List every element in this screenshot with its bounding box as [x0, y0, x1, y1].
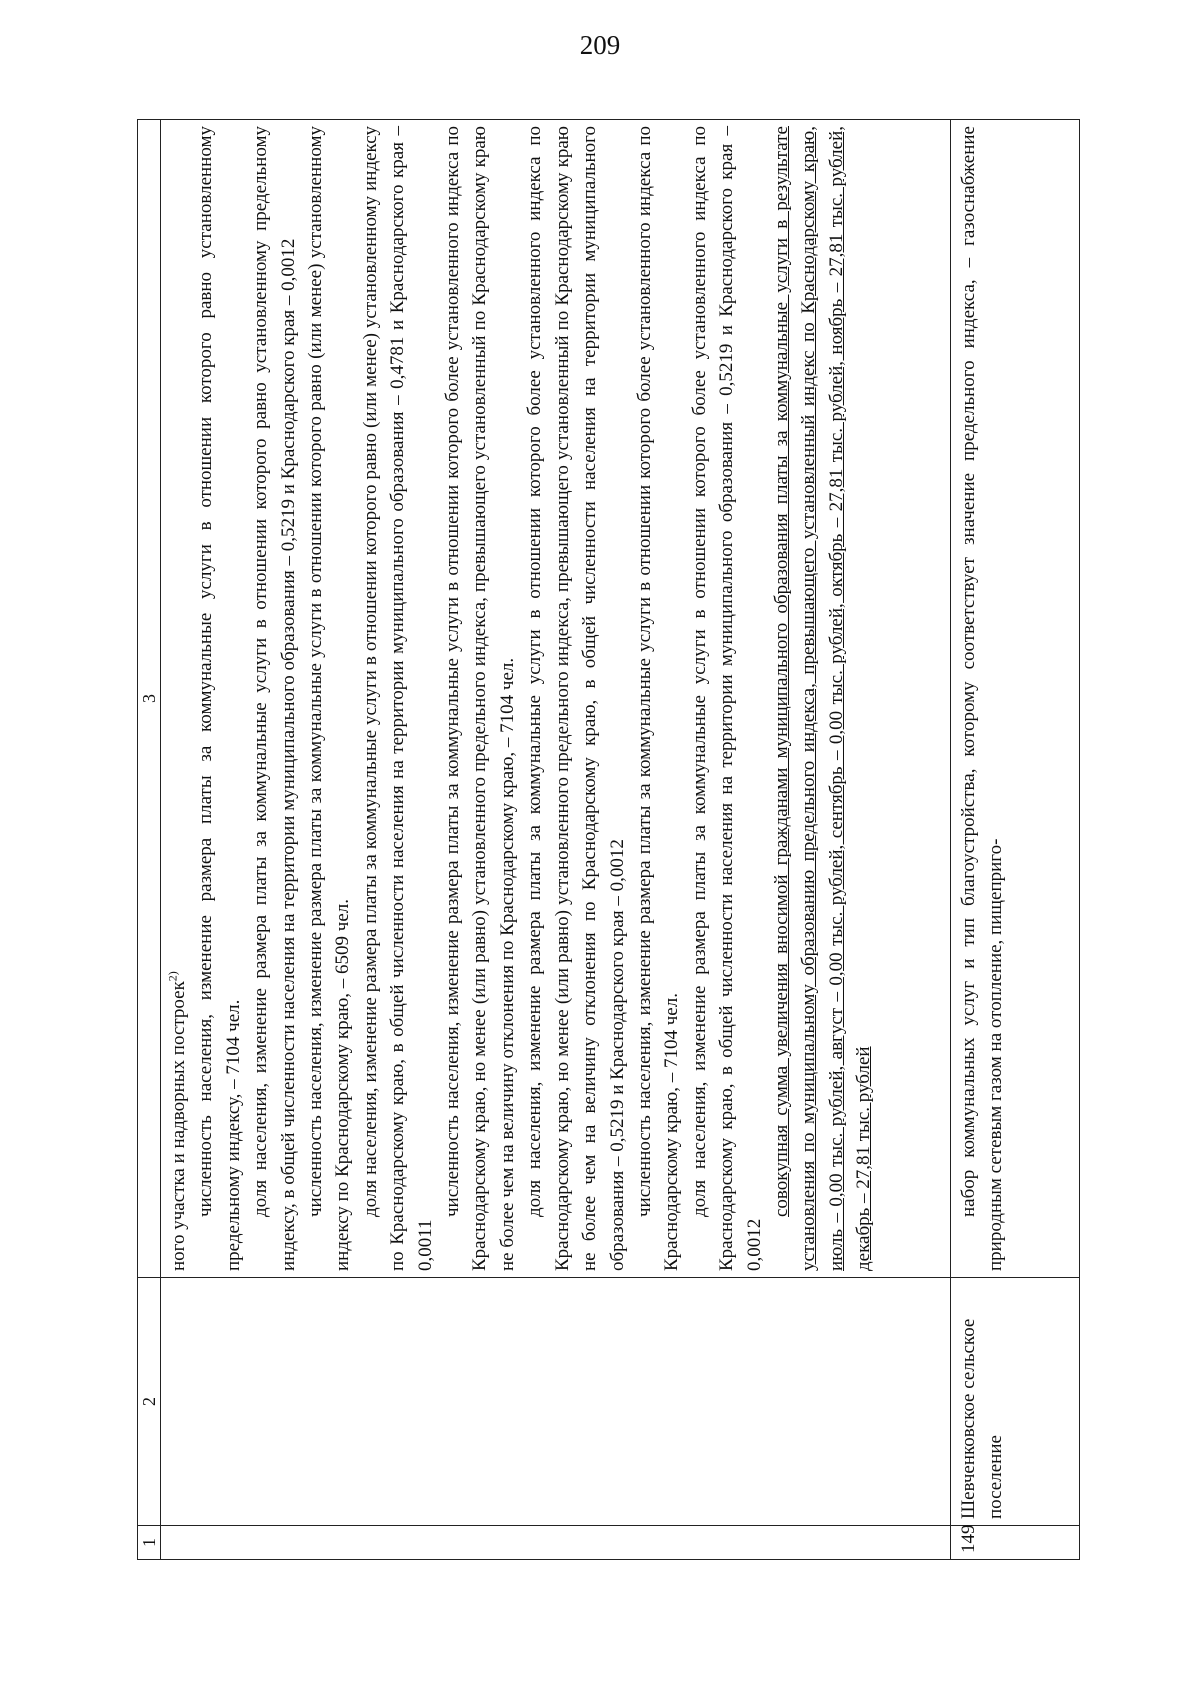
- header-col-2: 2: [138, 1278, 161, 1526]
- text-line: доля населения, изменение размера платы за коммунальные услуги в отношении которого более установленного индекса по Краснодарскому краю, но менее (или равно) установленного предельного индекса, превышающего установленный по Краснодарскому краю не более чем на величину отклонения по Краснодарскому краю, в общей численности населения на территории муниципального образования – 0,5219 и Краснодарского края – 0,0012: [524, 126, 628, 1271]
- text-line: доля населения, изменение размера платы за коммунальные услуги в отношении которого равно установленному предельному индексу, в общей численности населения на территории муниципального образования – 0,5219 и Краснодарского края – 0,0012: [250, 126, 299, 1271]
- header-col-1: 1: [138, 1526, 161, 1560]
- text-line: численность населения, изменение размера платы за коммунальные услуги в отношении которого равно (или менее) установленному индексу по Краснодарскому краю, – 6509 чел.: [305, 126, 354, 1271]
- page-number: 209: [579, 30, 621, 60]
- continuation-text-cell: [161, 120, 951, 1278]
- text-line: ного участка и надворных построек$^{2)}$: [165, 971, 190, 1271]
- settlement-name: Шевченковское сельское поселение: [950, 1278, 1079, 1526]
- table-header-row: [138, 120, 161, 1560]
- row-number: 149: [950, 1526, 1079, 1560]
- row-149-text: [950, 120, 1079, 1278]
- text-line: доля населения, изменение размера платы за коммунальные услуги в отношении которого более установленного индекса по Краснодарскому краю, в общей численности населения на территории муниципального образования – 0,5219 и Краснодарского края – 0,0012: [688, 126, 765, 1271]
- footnote-mark: 2): [165, 971, 180, 982]
- text-line: численность населения, изменение размера платы за коммунальные услуги в отношении которого равно установленному предельному индексу, – 7104 чел.: [195, 126, 244, 1271]
- continuation-number-cell: [161, 1526, 951, 1560]
- continuation-name-cell: [161, 1278, 951, 1526]
- indices-table: [137, 119, 1080, 1560]
- rotated-table-container: [137, 120, 1080, 1560]
- header-col-3: 3: [138, 120, 161, 1278]
- text-line: численность населения, изменение размера платы за коммунальные услуги в отношении которого более установленного индекса по Краснодарскому краю, – 7104 чел.: [633, 126, 683, 1271]
- table-row-149: [950, 120, 1079, 1560]
- text-line: доля населения, изменение размера платы за коммунальные услуги в отношении которого равно (или менее) установленному индексу по Краснодарскому краю, в общей численности населения на территории муниципального образования – 0,4781 и Краснодарского края – 0,0011: [359, 126, 436, 1271]
- text-line: совокупная сумма увеличения вносимой гражданами муниципального образования платы за коммунальные услуги в результате установления по муниципальному образованию предельного индекса, превышающего установленный индекс по Краснодарскому краю, июль – 0,00 тыс. рублей, август – 0,00 тыс. рублей, сентябрь – 0,00 тыс. рублей, октябрь – 27,81 тыс. рублей, ноябрь – 27,81 тыс. рублей, декабрь – 27,81 тыс. рублей: [770, 126, 875, 1271]
- text-line: численность населения, изменение размера платы за коммунальные услуги в отношении которого более установленного индекса по Краснодарскому краю, но менее (или равно) установленного предельного индекса, превышающего установленный по Краснодарскому краю не более чем на величину отклонения по Краснодарскому краю, – 7104 чел.: [442, 126, 518, 1271]
- table-row-continuation: [161, 120, 951, 1560]
- text-line: набор коммунальных услуг и тип благоустройства, которому соответствует значение предельного индекса, – газоснабжение природным сетевым газом на отопление, пищеприго-: [957, 126, 1007, 1271]
